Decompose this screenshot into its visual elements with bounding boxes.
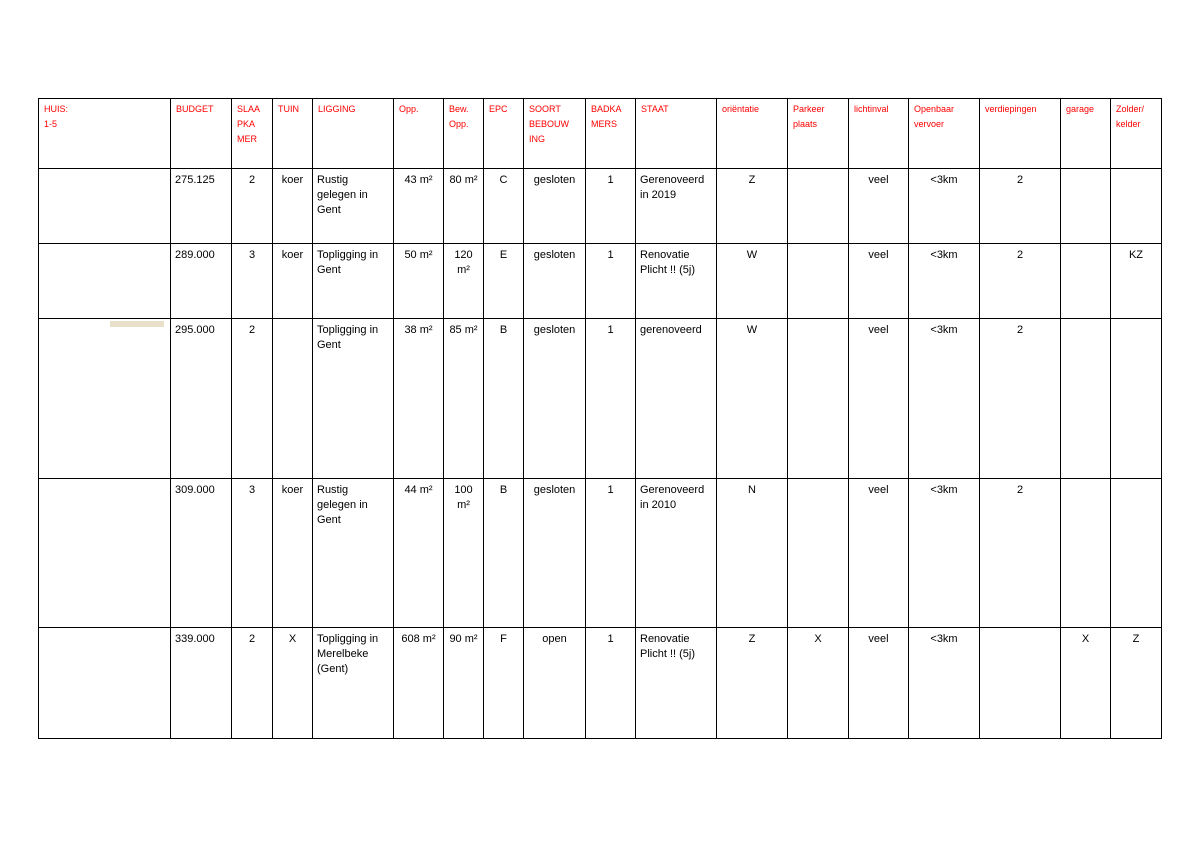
cell-vervoer: <3km	[909, 479, 980, 628]
cell-garage	[1061, 479, 1111, 628]
cell-soort: gesloten	[524, 319, 586, 479]
cell-epc: C	[484, 169, 524, 244]
cell-garage: X	[1061, 628, 1111, 739]
cell-vervoer: <3km	[909, 628, 980, 739]
column-header: lichtinval	[849, 99, 909, 169]
column-header: SLAA PKA MER	[232, 99, 273, 169]
cell-bew-opp: 85 m²	[444, 319, 484, 479]
cell-orientatie: Z	[717, 628, 788, 739]
cell-verdiepingen: 2	[980, 169, 1061, 244]
column-header: garage	[1061, 99, 1111, 169]
cell-garage	[1061, 244, 1111, 319]
cell-lichtinval: veel	[849, 628, 909, 739]
cell-staat: Renovatie Plicht !! (5j)	[636, 628, 717, 739]
cell-verdiepingen	[980, 628, 1061, 739]
cell-verdiepingen: 2	[980, 319, 1061, 479]
cell-lichtinval: veel	[849, 319, 909, 479]
cell-opp: 43 m²	[394, 169, 444, 244]
cell-ligging: Rustig gelegen in Gent	[313, 479, 394, 628]
table-row	[39, 244, 1162, 319]
column-header: Zolder/ kelder	[1111, 99, 1162, 169]
house-photo-cell	[39, 169, 171, 244]
cell-staat: Gerenoveerd in 2010	[636, 479, 717, 628]
cell-zolder: KZ	[1111, 244, 1162, 319]
cell-staat: Gerenoveerd in 2019	[636, 169, 717, 244]
cell-lichtinval: veel	[849, 479, 909, 628]
cell-epc: E	[484, 244, 524, 319]
cell-tuin: koer	[273, 169, 313, 244]
house-photo-cell	[39, 244, 171, 319]
cell-budget: 289.000	[171, 244, 232, 319]
cell-budget: 275.125	[171, 169, 232, 244]
cell-soort: gesloten	[524, 479, 586, 628]
cell-epc: B	[484, 319, 524, 479]
cell-slaapkamer: 2	[232, 169, 273, 244]
cell-budget: 309.000	[171, 479, 232, 628]
cell-tuin: koer	[273, 244, 313, 319]
cell-garage	[1061, 319, 1111, 479]
cell-verdiepingen: 2	[980, 244, 1061, 319]
cell-zolder	[1111, 479, 1162, 628]
cell-soort: open	[524, 628, 586, 739]
cell-zolder	[1111, 169, 1162, 244]
cell-tuin	[273, 319, 313, 479]
column-header: verdiepingen	[980, 99, 1061, 169]
cell-parkeer: X	[788, 628, 849, 739]
house-photo-cell	[39, 628, 171, 739]
column-header: BADKA MERS	[586, 99, 636, 169]
table-row	[39, 628, 1162, 739]
header-row	[39, 99, 1162, 169]
cell-orientatie: W	[717, 319, 788, 479]
cell-staat: Renovatie Plicht !! (5j)	[636, 244, 717, 319]
cell-lichtinval: veel	[849, 244, 909, 319]
cell-ligging: Topligging in Gent	[313, 319, 394, 479]
cell-bew-opp: 100 m²	[444, 479, 484, 628]
cell-garage	[1061, 169, 1111, 244]
cell-slaapkamer: 3	[232, 244, 273, 319]
column-header: STAAT	[636, 99, 717, 169]
column-header: oriëntatie	[717, 99, 788, 169]
column-header: Parkeer plaats	[788, 99, 849, 169]
cell-badkamers: 1	[586, 628, 636, 739]
cell-lichtinval: veel	[849, 169, 909, 244]
cell-verdiepingen: 2	[980, 479, 1061, 628]
cell-epc: B	[484, 479, 524, 628]
column-header: LIGGING	[313, 99, 394, 169]
cell-vervoer: <3km	[909, 244, 980, 319]
cell-bew-opp: 90 m²	[444, 628, 484, 739]
cell-bew-opp: 120 m²	[444, 244, 484, 319]
cell-bew-opp: 80 m²	[444, 169, 484, 244]
cell-soort: gesloten	[524, 244, 586, 319]
column-header: BUDGET	[171, 99, 232, 169]
cell-parkeer	[788, 319, 849, 479]
house-photo-cell	[39, 479, 171, 628]
cell-tuin: X	[273, 628, 313, 739]
cell-badkamers: 1	[586, 319, 636, 479]
cell-budget: 339.000	[171, 628, 232, 739]
column-header: SOORT BEBOUW ING	[524, 99, 586, 169]
table-row	[39, 169, 1162, 244]
cell-orientatie: N	[717, 479, 788, 628]
cell-staat: gerenoveerd	[636, 319, 717, 479]
cell-ligging: Topligging in Merelbeke (Gent)	[313, 628, 394, 739]
column-header: Bew. Opp.	[444, 99, 484, 169]
cell-slaapkamer: 2	[232, 319, 273, 479]
cell-orientatie: Z	[717, 169, 788, 244]
column-header: TUIN	[273, 99, 313, 169]
cell-opp: 608 m²	[394, 628, 444, 739]
cell-parkeer	[788, 479, 849, 628]
cell-opp: 44 m²	[394, 479, 444, 628]
cell-slaapkamer: 2	[232, 628, 273, 739]
cell-ligging: Topligging in Gent	[313, 244, 394, 319]
house-photo-cell	[39, 319, 171, 479]
cell-tuin: koer	[273, 479, 313, 628]
table-row	[39, 479, 1162, 628]
column-header: HUIS: 1-5	[39, 99, 171, 169]
cell-orientatie: W	[717, 244, 788, 319]
column-header: EPC	[484, 99, 524, 169]
cell-badkamers: 1	[586, 244, 636, 319]
cell-vervoer: <3km	[909, 319, 980, 479]
cell-soort: gesloten	[524, 169, 586, 244]
cell-ligging: Rustig gelegen in Gent	[313, 169, 394, 244]
cell-zolder	[1111, 319, 1162, 479]
cell-budget: 295.000	[171, 319, 232, 479]
house-comparison-table	[38, 98, 1162, 739]
cell-opp: 50 m²	[394, 244, 444, 319]
cell-zolder: Z	[1111, 628, 1162, 739]
cell-parkeer	[788, 244, 849, 319]
cell-vervoer: <3km	[909, 169, 980, 244]
cell-parkeer	[788, 169, 849, 244]
table-row	[39, 319, 1162, 479]
cell-badkamers: 1	[586, 169, 636, 244]
column-header: Openbaar vervoer	[909, 99, 980, 169]
cell-badkamers: 1	[586, 479, 636, 628]
cell-epc: F	[484, 628, 524, 739]
cell-opp: 38 m²	[394, 319, 444, 479]
cell-slaapkamer: 3	[232, 479, 273, 628]
column-header: Opp.	[394, 99, 444, 169]
